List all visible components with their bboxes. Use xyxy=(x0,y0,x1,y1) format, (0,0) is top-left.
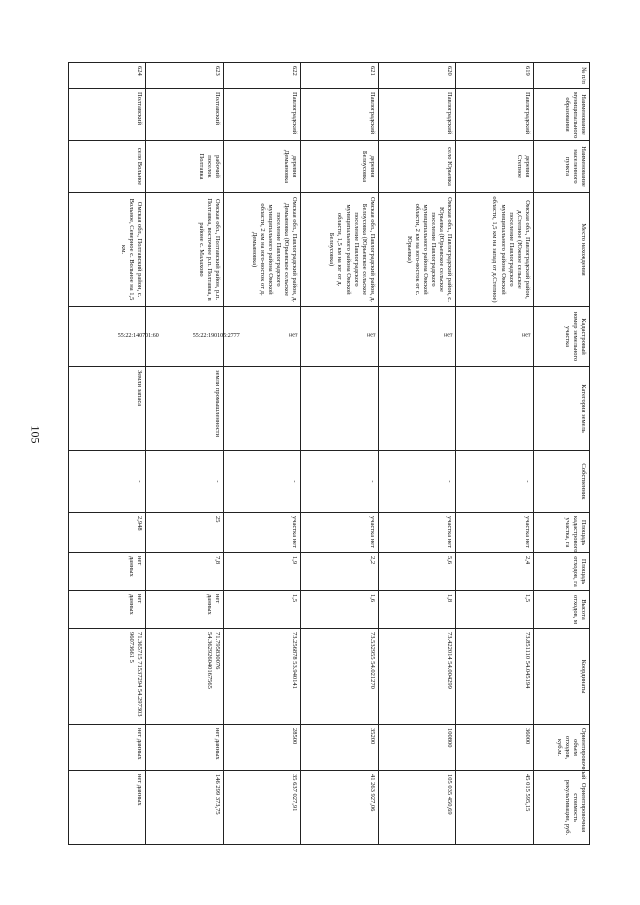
cell-volume: 36000 xyxy=(456,725,534,771)
cell-location: Омская обл., Павлоградский район, с. Юрьевка (Юрьевское сельское поселение Павлоградского муниципального района Омской области, 2 км на юго-восток от с. Юрьевка) xyxy=(379,193,457,307)
header-num: № п/п xyxy=(534,63,590,89)
cell-volume: 100800 xyxy=(379,725,457,771)
header-owner: Собственник xyxy=(534,451,590,513)
cell-settlement: село Вольное xyxy=(69,141,147,193)
table-row xyxy=(146,63,224,845)
cell-coords: 73.851110 54.045194 xyxy=(456,629,534,725)
header-cadastral: Кадастровый номер земельного участка xyxy=(534,307,590,367)
cell-cadastral xyxy=(301,307,379,367)
cell-plot-area: участка нет xyxy=(301,513,379,553)
cell-waste-area: 1,9 xyxy=(224,553,302,591)
cell-settlement: деревня Степное xyxy=(456,141,534,193)
cell-volume: нет данных xyxy=(146,725,224,771)
cell-cost: 35 637 027,91 xyxy=(224,771,302,845)
cell-height: 1,6 xyxy=(301,591,379,629)
cell-height: нет данных xyxy=(146,591,224,629)
cell-settlement: деревня Белоусовка xyxy=(301,141,379,193)
cell-plot-area: участка нет xyxy=(224,513,302,553)
waste-sites-table xyxy=(68,62,590,845)
cell-coords: 71.365715 71537294 54.297303 96073661 5 xyxy=(69,629,147,725)
cell-num: 624 xyxy=(69,63,147,89)
cell-num: 622 xyxy=(224,63,302,89)
cell-owner: - xyxy=(69,451,147,513)
table-row xyxy=(69,63,147,845)
cell-location: Омская обл., Полтавский район, с. Вольное, Северное с. Вольное на 1,5 км. xyxy=(69,193,147,307)
cell-municipality: Павлоградский xyxy=(301,89,379,141)
cell-coords: 73.532955 54.021270 xyxy=(301,629,379,725)
cell-municipality: Павлоградский xyxy=(224,89,302,141)
table-row xyxy=(456,63,534,845)
header-municipality: Наименование муниципального образования xyxy=(534,89,590,141)
header-coords: Координаты xyxy=(534,629,590,725)
cell-cost: нет данных xyxy=(69,771,147,845)
cell-owner: - xyxy=(456,451,534,513)
cell-num: 619 xyxy=(456,63,534,89)
cell-waste-area: 5,6 xyxy=(379,553,457,591)
cell-location: Омская обл., Павлоградский район, д. Демьяновка (Юрьевское сельское поселение Павлоградского муниципального района Омской области, 2 км на юго-восток от д. Демьяновка) xyxy=(224,193,302,307)
cell-cost: 105 035 450,69 xyxy=(379,771,457,845)
cell-land-category: земли промышленности xyxy=(146,367,224,451)
header-plot-area: Площадь кадастрового участка, га xyxy=(534,513,590,553)
rotated-table-container xyxy=(68,62,590,844)
cell-coords: 73.422014 54.004299 xyxy=(379,629,457,725)
header-location: Место нахождения xyxy=(534,193,590,307)
cell-waste-area: 2,2 xyxy=(301,553,379,591)
cell-land-category xyxy=(456,367,534,451)
cell-waste-area: 7,8 xyxy=(146,553,224,591)
cell-owner: - xyxy=(301,451,379,513)
header-waste-area: Площадь отходов, га xyxy=(534,553,590,591)
cell-settlement: село Юрьевка xyxy=(379,141,457,193)
cell-waste-area: 2,4 xyxy=(456,553,534,591)
cell-height: 1,5 xyxy=(456,591,534,629)
cell-location: Омская обл., Павлоградский район, д.Степное (Южное сельское поселение Павлоградского муниципального района Омской области, 1,5 км на запад от д.Степное) xyxy=(456,193,534,307)
table-row xyxy=(379,63,457,845)
cell-coords: 73.256878 53.940141 xyxy=(224,629,302,725)
cadastral-text: 55:22:140701:60 xyxy=(118,332,160,339)
cell-plot-area: 25 xyxy=(146,513,224,553)
cell-num: 620 xyxy=(379,63,457,89)
cell-height: нет данных xyxy=(69,591,147,629)
cell-owner: - xyxy=(146,451,224,513)
header-volume: Ориентировочный объем отходов, куб.м. xyxy=(534,725,590,771)
cell-height: 1,5 xyxy=(224,591,302,629)
cell-cadastral xyxy=(69,307,160,367)
table-row xyxy=(224,63,302,845)
cell-settlement: рабочий поселок Полтавка xyxy=(146,141,224,193)
cell-num: 623 xyxy=(146,63,224,89)
cadastral-text: нет xyxy=(367,332,376,339)
header-cost: Ориентировочная стоимость рекультивации, руб. xyxy=(534,771,590,845)
cell-cadastral xyxy=(456,307,534,367)
header-height: Высота отходов, м xyxy=(534,591,590,629)
cadastral-text: нет xyxy=(444,332,453,339)
cell-plot-area: 2,948 xyxy=(69,513,147,553)
cell-cost: 41 263 927,06 xyxy=(301,771,379,845)
cadastral-text: нет xyxy=(289,332,298,339)
cadastral-text: нет xyxy=(522,332,531,339)
cell-owner: - xyxy=(379,451,457,513)
cell-volume: 28500 xyxy=(224,725,302,771)
cell-height: 1,8 xyxy=(379,591,457,629)
cell-cost: 45 015 595,15 xyxy=(456,771,534,845)
cell-location: Омская обл., Полтавский район, р.п. Полтавка, восточнее р.п. Полтавка, в районе с. Малахово xyxy=(146,193,224,307)
cell-land-category xyxy=(301,367,379,451)
cell-municipality: Павлоградский xyxy=(379,89,457,141)
cell-municipality: Полтавский xyxy=(69,89,147,141)
cell-coords: 71.795830076 54.362926040167565 xyxy=(146,629,224,725)
cell-land-category: Земли запаса xyxy=(69,367,147,451)
cell-plot-area: участка нет xyxy=(456,513,534,553)
cell-land-category xyxy=(379,367,457,451)
page-number: 105 xyxy=(28,425,43,444)
cell-land-category xyxy=(224,367,302,451)
cell-waste-area: нет данных xyxy=(69,553,147,591)
cadastral-text: 55:22:190105:2777 xyxy=(192,332,240,339)
cell-plot-area: участка нет xyxy=(379,513,457,553)
cell-volume: 35200 xyxy=(301,725,379,771)
cell-num: 621 xyxy=(301,63,379,89)
cell-municipality: Павлоградский xyxy=(456,89,534,141)
header-land-category: Категория земель xyxy=(534,367,590,451)
table-row xyxy=(301,63,379,845)
cell-cadastral xyxy=(379,307,457,367)
cell-location: Омская обл., Павлоградский район, д. Белоусовка (Юрьевское сельское поселение Павлоградского муниципального района Омской области, 1,5 км на юг от д. Белоусовка) xyxy=(301,193,379,307)
cell-cost: 146 299 373,75 xyxy=(146,771,224,845)
cell-municipality: Полтавский xyxy=(146,89,224,141)
header-settlement: Наименование населенного пункта xyxy=(534,141,590,193)
table-header-row xyxy=(534,63,590,845)
cell-volume: нет данных xyxy=(69,725,147,771)
cell-owner: - xyxy=(224,451,302,513)
cell-settlement: деревня Демьяновка xyxy=(224,141,302,193)
